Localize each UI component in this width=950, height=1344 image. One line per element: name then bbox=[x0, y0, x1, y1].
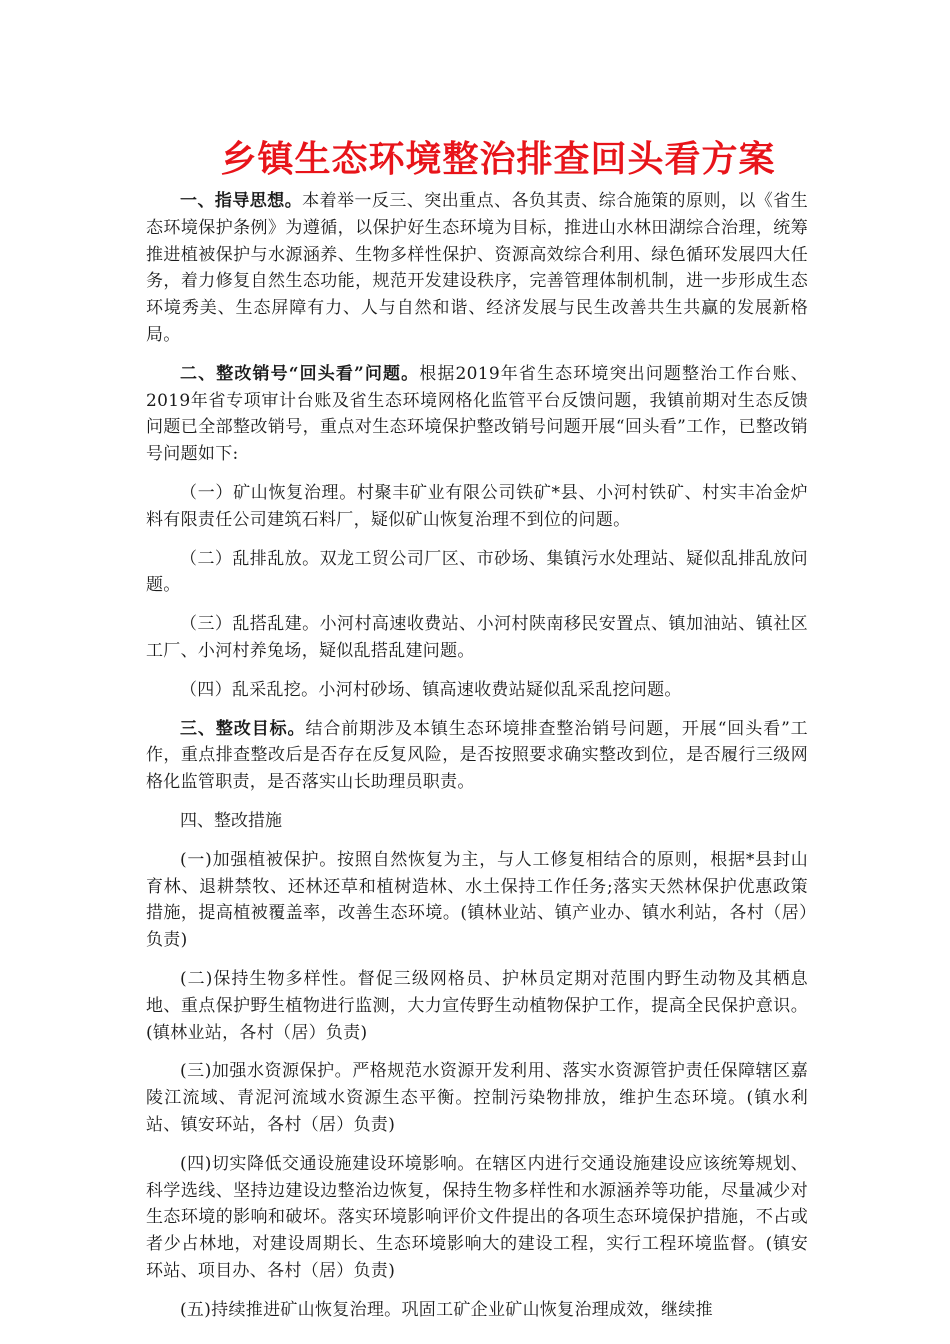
section-rectification-goals bbox=[146, 716, 808, 796]
section-text: 根据2019年省生态环境突出问题整治工作台账、2019年省专项审计台账及省生态环境网格化监管平台反馈问题，我镇前期对生态反馈问题已全部整改销号，重点对生态环境保护整改销号问题开展“回头看”工作，已整改销号问题如下: bbox=[146, 363, 808, 465]
list-item: (三)加强水资源保护。严格规范水资源开发利用、落实水资源管护责任保障辖区嘉陵江流域、青泥河流域水资源生态平衡。控制污染物排放，维护生态环境。(镇水利站、镇安环站，各村（居）负责) bbox=[146, 1061, 808, 1135]
list-item: (一)加强植被保护。按照自然恢复为主，与人工修复相结合的原则，根据*县封山育林、退耕禁牧、还林还草和植树造林、水土保持工作任务;落实天然林保护优惠政策措施，提高植被覆盖率，改善生态环境。(镇林业站、镇产业办、镇水利站，各村（居）负责) bbox=[146, 849, 808, 951]
list-item: （二）乱排乱放。双龙工贸公司厂区、市砂场、集镇污水处理站、疑似乱排乱放问题。 bbox=[146, 548, 808, 596]
document-body bbox=[146, 188, 808, 1335]
document-title: 乡镇生态环境整治排查回头看方案 bbox=[220, 139, 776, 180]
section-text: 结合前期涉及本镇生态环境排查整治销号问题，开展“回头看”工作，重点排查整改后是否存在反复风险，是否按照要求确实整改到位，是否履行三级网格化监管职责，是否落实山长助理员职责。 bbox=[146, 718, 808, 793]
section-text: 本着举一反三、突出重点、各负其责、综合施策的原则，以《省生态环境保护条例》为遵循，以保护好生态环境为目标，推进山水林田湖综合治理，统筹推进植被保护与水源涵养、生物多样性保护、资源高效综合利用、绿色循环发展四大任务，着力修复自然生态功能，规范开发建设秩序，完善管理体制机制，进一步形成生态环境秀美、生态屏障有力、人与自然和谐、经济发展与民生改善共生共赢的发展新格局。 bbox=[146, 191, 808, 345]
section-lead: 一、指导思想。 bbox=[180, 191, 303, 211]
section-lead: 二、整改销号“回头看”问题。 bbox=[180, 363, 420, 384]
section-measures-heading: 四、整改措施 bbox=[180, 810, 282, 831]
list-item: (四)切实降低交通设施建设环境影响。在辖区内进行交通设施建设应该统筹规划、科学选线、坚持边建设边整治边恢复，保持生物多样性和水源涵养等功能，尽量减少对生态环境的影响和破坏。落实环境影响评价文件提出的各项生态环境保护措施，不占或者少占林地，对建设周期长、生态环境影响大的建设工程，实行工程环境监督。(镇安环站、项目办、各村（居）负责) bbox=[146, 1153, 808, 1281]
section-lead: 三、整改目标。 bbox=[180, 718, 306, 739]
list-item: (二)保持生物多样性。督促三级网格员、护林员定期对范围内野生动物及其栖息地、重点保护野生植物进行监测，大力宣传野生动植物保护工作，提高全民保护意识。(镇林业站，各村（居）负责) bbox=[146, 968, 808, 1043]
section-guiding-ideology bbox=[146, 188, 808, 349]
list-item: （三）乱搭乱建。小河村高速收费站、小河村陕南移民安置点、镇加油站、镇社区工厂、小河村养兔场，疑似乱搭乱建问题。 bbox=[146, 614, 808, 661]
list-item: (五)持续推进矿山恢复治理。巩固工矿企业矿山恢复治理成效，继续推 bbox=[180, 1299, 713, 1320]
list-item: （一）矿山恢复治理。村聚丰矿业有限公司铁矿*县、小河村铁矿、村实丰冶金炉料有限责任公司建筑石料厂，疑似矿山恢复治理不到位的问题。 bbox=[146, 482, 808, 530]
section-rectification-review bbox=[146, 361, 808, 468]
list-item: （四）乱采乱挖。小河村砂场、镇高速收费站疑似乱采乱挖问题。 bbox=[180, 679, 682, 700]
